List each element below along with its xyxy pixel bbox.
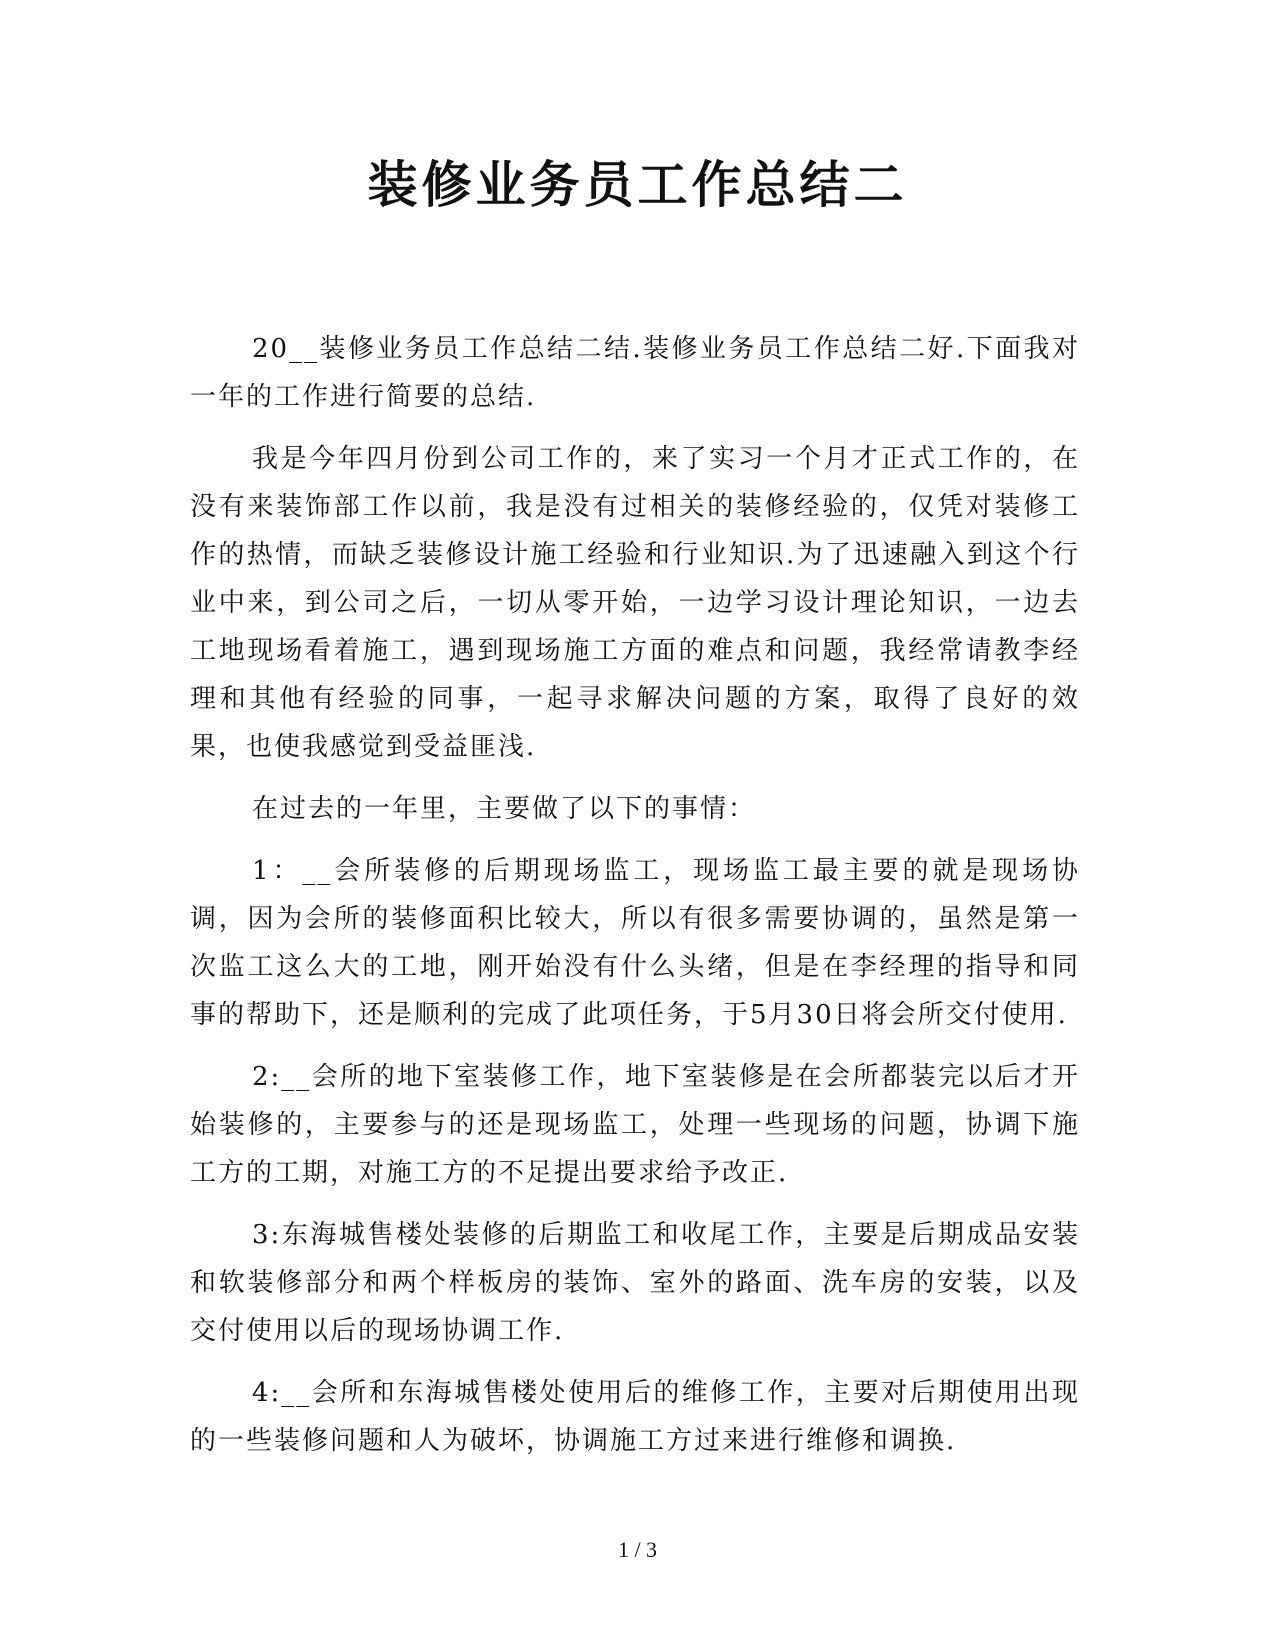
document-body: [190, 325, 1080, 1479]
paragraph-task-4: 4:__会所和东海城售楼处使用后的维修工作，主要对后期使用出现的一些装修问题和人为破坏，协调施工方过来进行维修和调换.: [190, 1378, 1080, 1456]
paragraph-intro: 20__装修业务员工作总结二结.装修业务员工作总结二好.下面我对一年的工作进行简要的总结.: [190, 334, 1080, 412]
document-title: 装修业务员工作总结二: [367, 155, 908, 214]
paragraph-task-3: 3:东海城售楼处装修的后期监工和收尾工作，主要是后期成品安装和软装修部分和两个样板房的装饰、室外的路面、洗车房的安装，以及交付使用以后的现场协调工作.: [190, 1220, 1080, 1346]
paragraph-task-1: 1：__会所装修的后期现场监工，现场监工最主要的就是现场协调，因为会所的装修面积比较大，所以有很多需要协调的，虽然是第一次监工这么大的工地，刚开始没有什么头绪，但是在李经理的指导和同事的帮助下，还是顺利的完成了此项任务，于5月30日将会所交付使用.: [190, 856, 1080, 1030]
paragraph-background: 我是今年四月份到公司工作的，来了实习一个月才正式工作的，在没有来装饰部工作以前，我是没有过相关的装修经验的，仅凭对装修工作的热情，而缺乏装修设计施工经验和行业知识.为了迅速融入到这个行业中来，到公司之后，一切从零开始，一边学习设计理论知识，一边去工地现场看着施工，遇到现场施工方面的难点和问题，我经常请教李经理和其他有经验的同事，一起寻求解决问题的方案，取得了良好的效果，也使我感觉到受益匪浅.: [190, 444, 1080, 762]
paragraph-task-2: 2:__会所的地下室装修工作，地下室装修是在会所都装完以后才开始装修的，主要参与的还是现场监工，处理一些现场的问题，协调下施工方的工期，对施工方的不足提出要求给予改正.: [190, 1062, 1080, 1188]
page-number: 1 / 3: [617, 1537, 658, 1562]
paragraph-tasks-heading: 在过去的一年里，主要做了以下的事情：: [252, 794, 757, 824]
